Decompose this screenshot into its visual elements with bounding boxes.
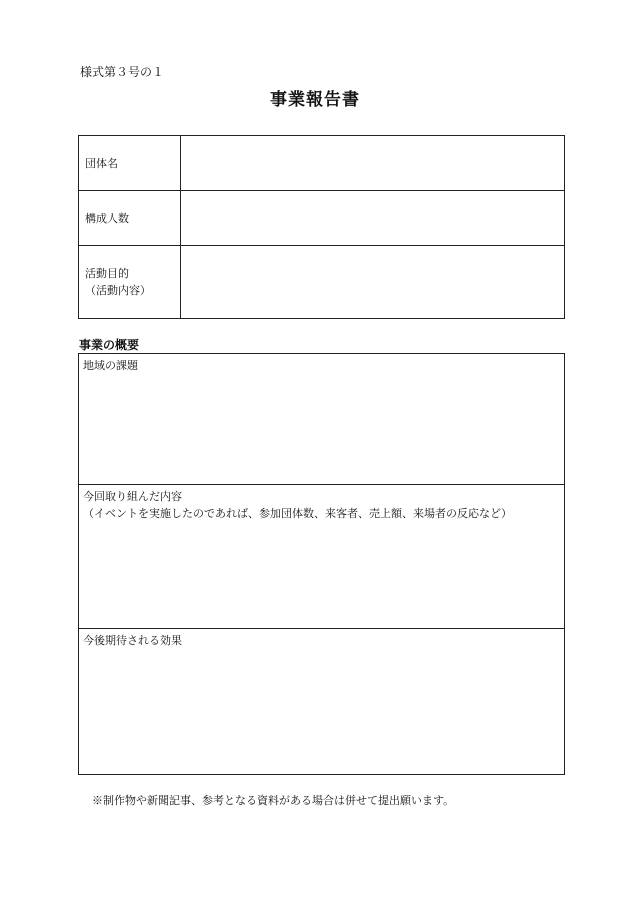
submission-footnote: ※制作物や新聞記事、参考となる資料がある場合は併せて提出願います。 [92,794,455,807]
regional-issues-label: 地域の課題 [83,359,138,372]
table-row-activity-purpose [79,246,565,319]
initiative-content-label: 今回取り組んだ内容 [83,490,182,503]
activity-purpose-label: 活動目的 （活動内容） [79,246,181,319]
expected-effects-label: 今後期待される効果 [83,634,182,647]
member-count-field[interactable] [181,191,565,246]
organization-name-label: 団体名 [79,136,181,191]
expected-effects-section[interactable] [79,628,564,774]
organization-name-field[interactable] [181,136,565,191]
summary-heading: 事業の概要 [79,338,140,352]
form-number: 様式第３号の１ [80,65,165,79]
table-row-organization-name [79,136,565,191]
activity-purpose-field[interactable] [181,246,565,319]
activity-purpose-sublabel: （活動内容） [85,284,151,297]
document-title: 事業報告書 [270,90,360,110]
organization-info-table [78,135,565,319]
initiative-content-section[interactable] [79,484,564,628]
initiative-content-note: （イベントを実施したのであれば、参加団体数、来客者、売上額、来場者の反応など） [83,507,512,520]
table-row-member-count [79,191,565,246]
member-count-label: 構成人数 [79,191,181,246]
project-summary-box [78,353,565,775]
regional-issues-section[interactable] [79,354,564,484]
